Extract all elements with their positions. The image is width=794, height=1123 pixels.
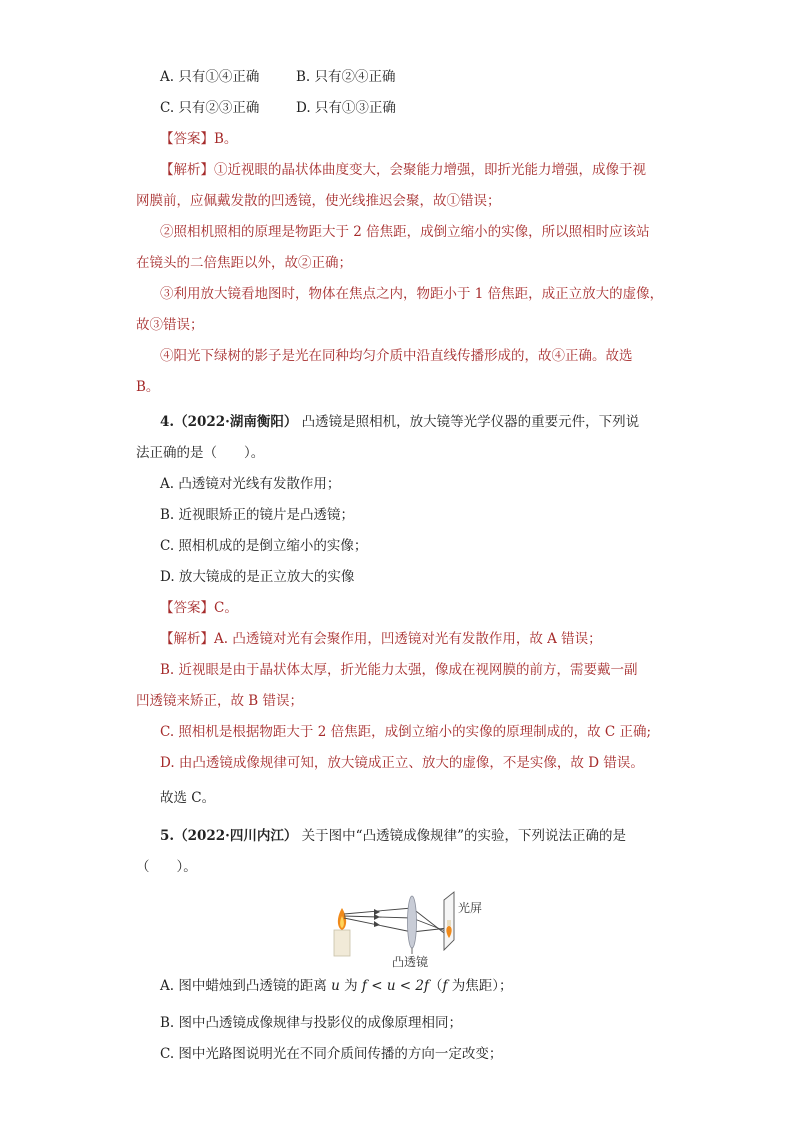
q5-var-f: f [442, 978, 448, 994]
inverted-candle [447, 920, 451, 926]
q4-answer: 【答案】C。 [160, 600, 238, 616]
q4-stem-a: 凸透镜是照相机，放大镜等光学仪器的重要元件，下列说 [297, 414, 640, 430]
q4-conclusion: 故选 C。 [160, 790, 216, 806]
q4-source: 4.（2022·湖南衡阳） [160, 414, 298, 430]
q5-paren: （ [429, 978, 443, 994]
q4-option-c: C. 照相机成的是倒立缩小的实像； [160, 538, 368, 554]
q5-option-a [160, 976, 513, 996]
q4-analysis-d: D. 由凸透镜成像规律可知，放大镜成正立、放大的虚像，不是实像，故 D 错误。 [160, 755, 644, 771]
q3-answer: 【答案】B。 [160, 131, 238, 147]
label-lens: 凸透镜 [392, 955, 429, 968]
q5-stem-b: （ ）。 [136, 859, 197, 875]
q4-analysis-b2: 凹透镜来矫正，故 B 错误； [136, 693, 304, 709]
q5-option-b: B. 图中凸透镜成像规律与投影仪的成像原理相同； [160, 1015, 463, 1031]
label-screen: 光屏 [458, 901, 483, 915]
q3-option-a: A. 只有①④正确 [160, 69, 260, 85]
q5-source: 5.（2022·四川内江） [160, 828, 298, 844]
q4-stem-b: 法正确的是（ ）。 [136, 445, 265, 461]
q3-analysis-1a: ①近视眼的晶状体曲度变大，会聚能力增强，即折光能力增强，成像于视 [214, 162, 646, 178]
q4-analysis-a [160, 629, 602, 649]
q4-analysis-c: C. 照相机是根据物距大于 2 倍焦距，成倒立缩小的实像的原理制成的，故 C 正确; [160, 724, 652, 740]
q3-options-row-2 [160, 98, 396, 118]
q5-option-c: C. 图中光路图说明光在不同介质间传播的方向一定改变； [160, 1046, 503, 1062]
q5-var-u: u [331, 978, 340, 994]
q3-option-b: B. 只有②④正确 [296, 69, 396, 85]
q5-inequality: f < u < 2f [361, 978, 429, 994]
q3-option-d: D. 只有①③正确 [296, 100, 396, 116]
q3-analysis-3b: 故③错误； [136, 317, 204, 333]
q3-analysis-3a: ③利用放大镜看地图时，物体在焦点之内，物距小于 1 倍焦距，成正立放大的虚像， [160, 286, 664, 302]
q5-option-a-mid: 为 [339, 978, 362, 994]
q3-analysis-1b: 网膜前，应佩戴发散的凹透镜，使光线推迟会聚，故①错误； [136, 193, 501, 209]
q4-option-b: B. 近视眼矫正的镜片是凸透镜； [160, 507, 355, 523]
q5-option-a-pre: A. 图中蜡烛到凸透镜的距离 [160, 978, 332, 994]
q5-lens-figure [330, 888, 490, 968]
q3-analysis-4a: ④阳光下绿树的影子是光在同种均匀介质中沿直线传播形成的，故④正确。故选 [160, 348, 633, 364]
candle-body [334, 930, 350, 956]
q5-option-a-post: 为焦距）； [447, 978, 513, 994]
q5-stem [160, 826, 626, 846]
q5-stem-a: 关于图中“凸透镜成像规律”的实验，下列说法正确的是 [297, 828, 626, 844]
q4-option-a: A. 凸透镜对光线有发散作用； [160, 476, 341, 492]
q4-analysis-b1: B. 近视眼是由于晶状体太厚，折光能力太强，像成在视网膜的前方，需要戴一副 [160, 662, 638, 678]
q3-option-c: C. 只有②③正确 [160, 100, 260, 116]
q3-analysis-label: 【解析】 [160, 162, 214, 178]
q3-analysis-1 [160, 160, 646, 180]
q3-analysis-2a: ②照相机照相的原理是物距大于 2 倍焦距，成倒立缩小的实像，所以照相时应该站 [160, 224, 650, 240]
q4-option-d: D. 放大镜成的是正立放大的实像 [160, 569, 355, 585]
q4-analysis-label: 【解析】 [160, 631, 214, 647]
convex-lens [408, 896, 417, 948]
q3-options-row-1 [160, 67, 396, 87]
q4-analysis-a-text: A. 凸透镜对光有会聚作用，凹透镜对光有发散作用，故 A 错误； [214, 631, 602, 647]
light-rays [344, 908, 448, 936]
q3-analysis-4b: B。 [136, 379, 160, 395]
q4-stem [160, 412, 639, 432]
q3-analysis-2b: 在镜头的二倍焦距以外，故②正确； [136, 255, 352, 271]
